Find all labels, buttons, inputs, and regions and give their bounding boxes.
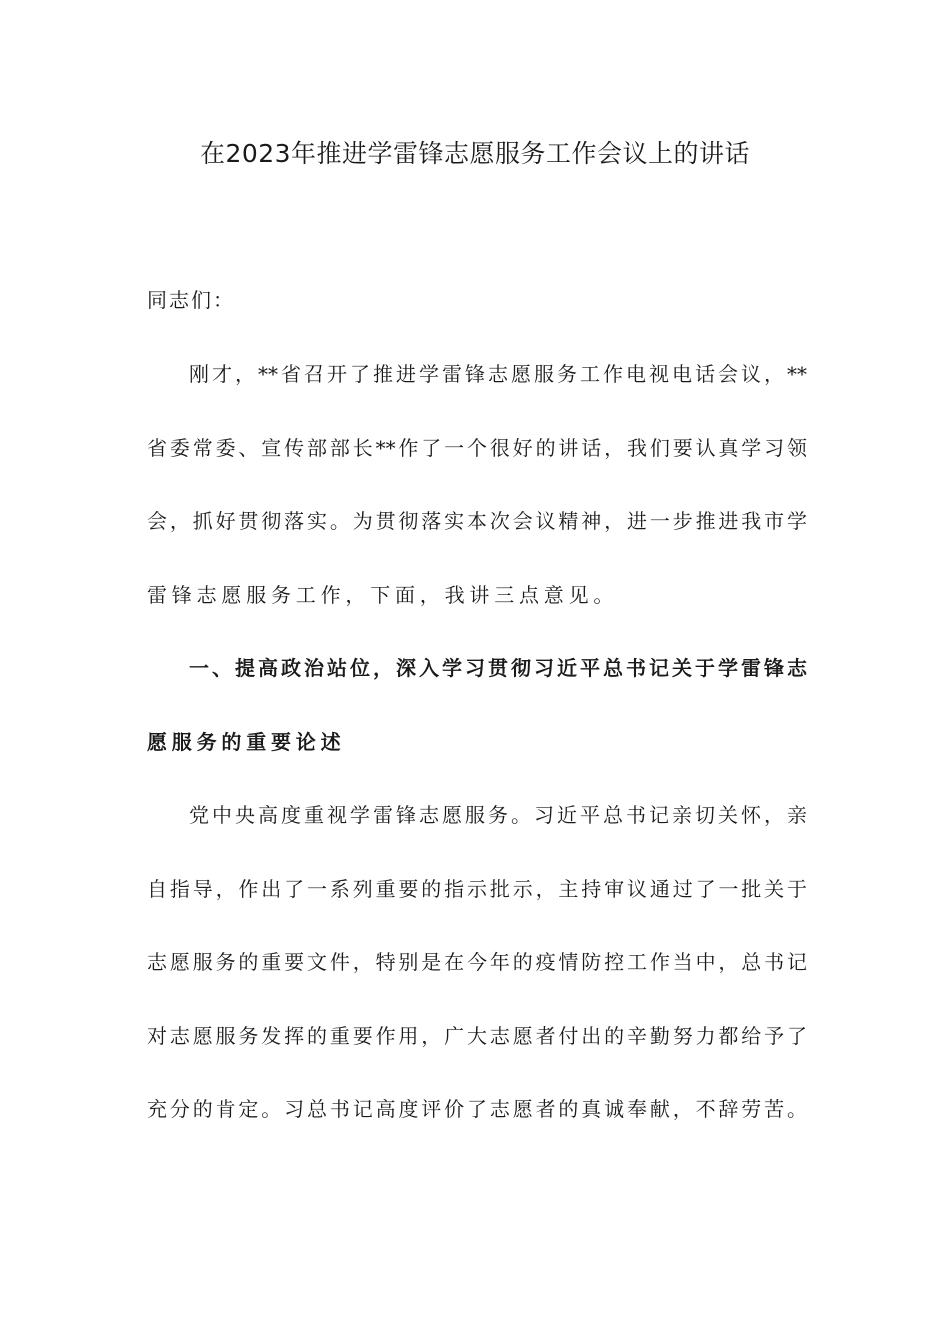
heading-line: 一、提高政治站位，深入学习贯彻习近平总书记关于学雷锋志 — [189, 656, 807, 680]
heading-line: 愿服务的重要论述 — [147, 729, 346, 754]
paragraph-line: 充分的肯定。习总书记高度评价了志愿者的真诚奉献，不辞劳苦。 — [147, 1097, 807, 1121]
section-heading-1 — [147, 646, 807, 793]
paragraph-line: 会，抓好贯彻落实。为贯彻落实本次会议精神，进一步推进我市学 — [147, 509, 807, 533]
paragraph-line: 省委常委、宣传部部长**作了一个很好的讲话，我们要认真学习领 — [147, 435, 807, 460]
paragraph-line: 党中央高度重视学雷锋志愿服务。习近平总书记亲切关怀，亲 — [189, 803, 807, 827]
paragraph-line: 自指导，作出了一系列重要的指示批示，主持审议通过了一批关于 — [147, 876, 807, 901]
paragraph-line: 对志愿服务发挥的重要作用，广大志愿者付出的辛勤努力都给予了 — [147, 1023, 807, 1048]
paragraph-1 — [147, 352, 807, 646]
paragraph-line: 刚才，**省召开了推进学雷锋志愿服务工作电视电话会议，** — [189, 362, 807, 386]
document-body — [147, 278, 807, 1161]
salutation: 同志们： — [147, 288, 235, 312]
document-title: 在2023年推进学雷锋志愿服务工作会议上的讲话 — [199, 139, 751, 168]
paragraph-line: 志愿服务的重要文件，特别是在今年的疫情防控工作当中，总书记 — [147, 950, 807, 974]
paragraph-2 — [147, 793, 807, 1161]
paragraph-line: 雷锋志愿服务工作，下面，我讲三点意见。 — [147, 582, 619, 607]
